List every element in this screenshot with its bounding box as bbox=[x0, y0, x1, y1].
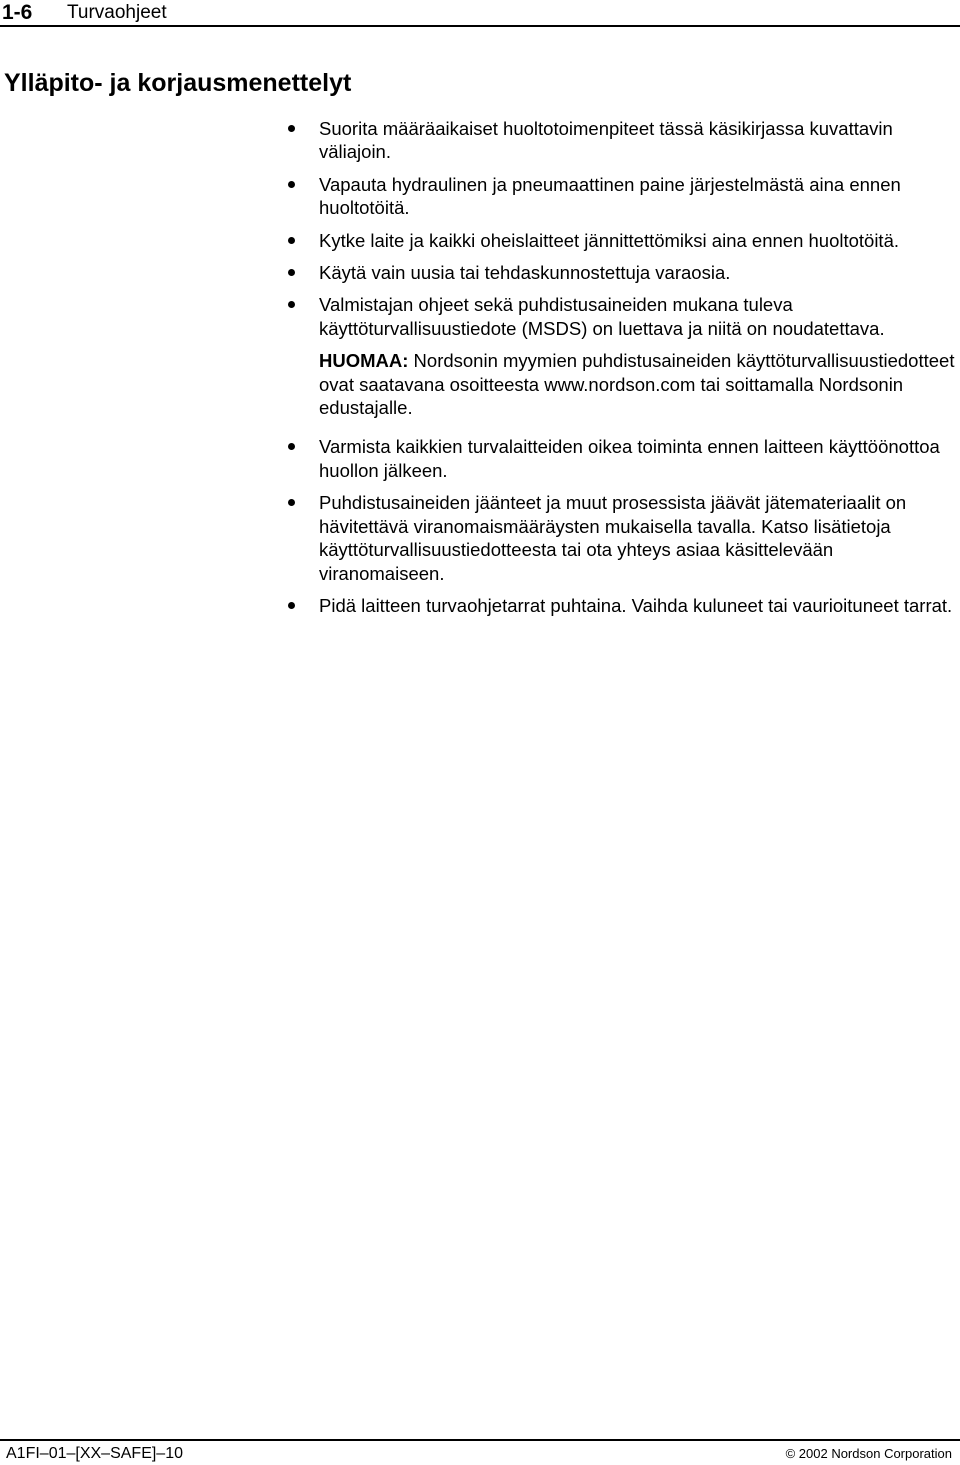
bullet-list bbox=[288, 435, 956, 617]
note-label: HUOMAA: bbox=[319, 350, 409, 372]
header-title: Turvaohjeet bbox=[67, 2, 167, 23]
bullet-icon bbox=[288, 181, 295, 188]
list-item-text: Valmistajan ohjeet sekä puhdistusaineiden mukana tuleva käyttöturvallisuustiedote (MSDS) on luettava ja niitä on noudatettava. bbox=[319, 294, 885, 339]
list-item-text: Varmista kaikkien turvalaitteiden oikea toiminta ennen laitteen käyttöönottoa huollon jälkeen. bbox=[319, 436, 940, 481]
note-block bbox=[288, 349, 956, 419]
section-title: Ylläpito- ja korjausmenettelyt bbox=[4, 69, 352, 97]
list-item bbox=[288, 293, 956, 340]
list-item-text: Vapauta hydraulinen ja pneumaattinen paine järjestelmästä aina ennen huoltotöitä. bbox=[319, 173, 901, 219]
bullet-icon bbox=[288, 602, 295, 609]
bullet-icon bbox=[288, 443, 295, 450]
page-header bbox=[0, 0, 960, 27]
list-item bbox=[288, 594, 956, 617]
footer-divider bbox=[0, 1439, 960, 1441]
copyright-notice: © 2002 Nordson Corporation bbox=[785, 1446, 952, 1461]
list-item-text: Käytä vain uusia tai tehdaskunnostettuja varaosia. bbox=[319, 262, 731, 284]
bullet-icon bbox=[288, 237, 295, 244]
list-item-text: Pidä laitteen turvaohjetarrat puhtaina. Vaihda kuluneet tai vaurioituneet tarrat. bbox=[319, 594, 953, 616]
list-item bbox=[288, 491, 956, 585]
list-item bbox=[288, 173, 956, 220]
list-item-text: Suorita määräaikaiset huoltotoimenpiteet tässä käsikirjassa kuvattavin väliajoin. bbox=[319, 118, 893, 163]
list-item-text: Puhdistusaineiden jäänteet ja muut prosessista jäävät jätemateriaalit on hävitettävä viranomaismääräysten mukaisella tavalla. Katso lisätietoja käyttöturvallisuustiedotteesta tai ota yhteys asiaa käsittelevään viranomaiseen. bbox=[319, 492, 907, 584]
list-item-text: Kytke laite ja kaikki oheislaitteet jännittettömiksi aina ennen huoltotöitä. bbox=[319, 229, 900, 251]
content-body bbox=[288, 117, 956, 617]
list-item bbox=[288, 435, 956, 482]
bullet-icon bbox=[288, 301, 295, 308]
header-divider bbox=[0, 25, 960, 27]
bullet-icon bbox=[288, 269, 295, 276]
page-number: 1-6 bbox=[2, 1, 33, 24]
document-code: A1FI–01–[XX–SAFE]–10 bbox=[6, 1445, 183, 1462]
bullet-list bbox=[288, 117, 956, 340]
list-item bbox=[288, 117, 956, 164]
note-text: Nordsonin myymien puhdistusaineiden käyttöturvallisuustiedotteet ovat saatavana osoitteesta www.nordson.com tai soittamalla Nordsonin edustajalle. bbox=[319, 350, 955, 419]
bullet-icon bbox=[288, 499, 295, 506]
list-item bbox=[288, 261, 956, 284]
list-item bbox=[288, 229, 956, 252]
bullet-icon bbox=[288, 125, 295, 132]
